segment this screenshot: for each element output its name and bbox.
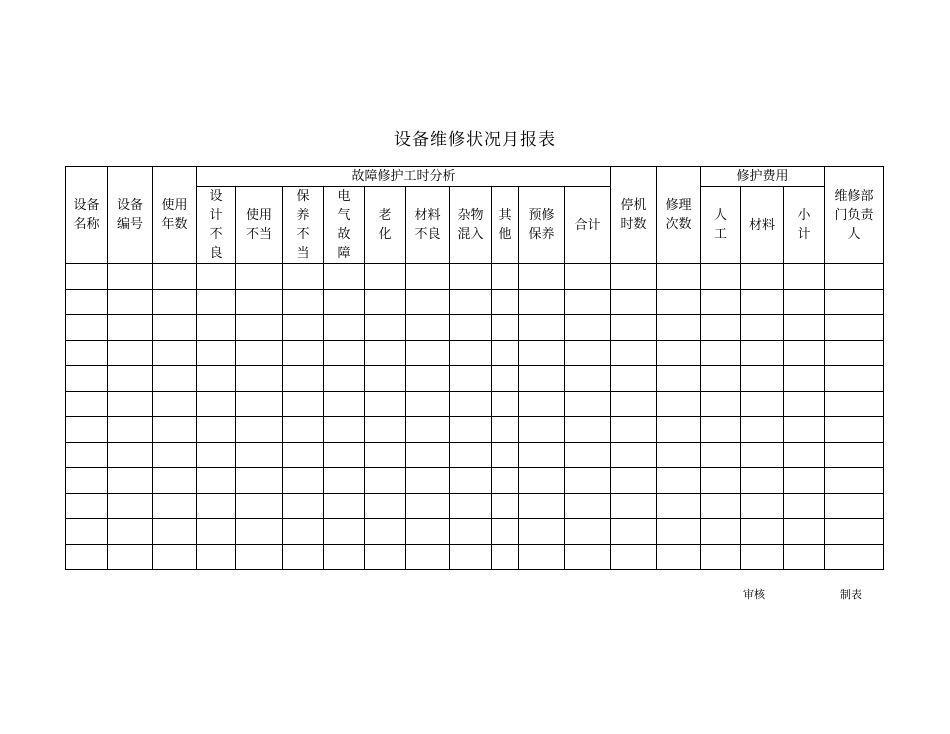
table-cell[interactable] (197, 519, 236, 545)
table-cell[interactable] (153, 519, 197, 545)
table-row (66, 519, 884, 545)
table-cell[interactable] (365, 289, 406, 315)
table-cell[interactable] (324, 544, 365, 570)
table-cell[interactable] (197, 315, 236, 341)
table-cell[interactable] (450, 493, 492, 519)
table-cell[interactable] (406, 493, 450, 519)
table-cell[interactable] (406, 264, 450, 290)
table-cell[interactable] (450, 468, 492, 494)
table-cell[interactable] (365, 468, 406, 494)
table-cell[interactable] (450, 340, 492, 366)
table-cell[interactable] (611, 289, 657, 315)
table-cell[interactable] (701, 442, 741, 468)
table-cell[interactable] (283, 544, 324, 570)
table-row (66, 468, 884, 494)
table-cell[interactable] (611, 264, 657, 290)
table-cell[interactable] (324, 417, 365, 443)
table-cell[interactable] (784, 315, 825, 341)
table-cell[interactable] (450, 544, 492, 570)
table-cell[interactable] (519, 442, 565, 468)
header-repair-count: 修理 次数 (657, 167, 701, 264)
table-cell[interactable] (324, 366, 365, 392)
table-cell[interactable] (236, 391, 283, 417)
header-device-name: 设备 名称 (66, 167, 108, 264)
table-row (66, 340, 884, 366)
table-cell[interactable] (565, 544, 611, 570)
table-cell[interactable] (492, 417, 519, 443)
table-cell[interactable] (365, 442, 406, 468)
header-cost-group: 修护费用 (701, 167, 825, 187)
table-cell[interactable] (197, 493, 236, 519)
header-preventive-maintenance: 预修 保养 (519, 187, 565, 264)
table-cell[interactable] (450, 289, 492, 315)
table-cell[interactable] (657, 289, 701, 315)
table-cell[interactable] (236, 442, 283, 468)
table-cell[interactable] (825, 493, 884, 519)
table-cell[interactable] (153, 315, 197, 341)
table-cell[interactable] (153, 442, 197, 468)
table-cell[interactable] (108, 468, 153, 494)
header-materials: 材料 (741, 187, 784, 264)
table-row (66, 391, 884, 417)
table-cell[interactable] (365, 391, 406, 417)
table-cell[interactable] (657, 493, 701, 519)
table-cell[interactable] (565, 519, 611, 545)
table-cell[interactable] (741, 315, 784, 341)
table-cell[interactable] (450, 519, 492, 545)
table-cell[interactable] (492, 315, 519, 341)
table-cell[interactable] (657, 519, 701, 545)
table-cell[interactable] (565, 366, 611, 392)
table-cell[interactable] (365, 417, 406, 443)
table-cell[interactable] (657, 391, 701, 417)
header-labor: 人 工 (701, 187, 741, 264)
table-cell[interactable] (565, 391, 611, 417)
table-cell[interactable] (66, 442, 108, 468)
table-cell[interactable] (784, 493, 825, 519)
table-cell[interactable] (519, 519, 565, 545)
table-cell[interactable] (197, 544, 236, 570)
table-cell[interactable] (66, 417, 108, 443)
table-cell[interactable] (324, 442, 365, 468)
table-cell[interactable] (365, 519, 406, 545)
table-cell[interactable] (108, 340, 153, 366)
table-cell[interactable] (741, 417, 784, 443)
table-cell[interactable] (611, 493, 657, 519)
table-row (66, 493, 884, 519)
table-cell[interactable] (108, 417, 153, 443)
table-cell[interactable] (108, 366, 153, 392)
table-cell[interactable] (450, 391, 492, 417)
review-label: 审核 (743, 588, 765, 601)
table-cell[interactable] (611, 391, 657, 417)
table-cell[interactable] (197, 340, 236, 366)
table-cell[interactable] (236, 315, 283, 341)
table-cell[interactable] (108, 289, 153, 315)
table-cell[interactable] (450, 417, 492, 443)
table-cell[interactable] (324, 264, 365, 290)
table-cell[interactable] (492, 468, 519, 494)
table-cell[interactable] (784, 468, 825, 494)
table-cell[interactable] (283, 289, 324, 315)
table-cell[interactable] (492, 544, 519, 570)
maintenance-report-table (65, 166, 884, 570)
table-cell[interactable] (657, 442, 701, 468)
table-cell[interactable] (657, 264, 701, 290)
table-cell[interactable] (611, 366, 657, 392)
header-improper-use: 使用 不当 (236, 187, 283, 264)
table-cell[interactable] (741, 289, 784, 315)
table-cell[interactable] (825, 289, 884, 315)
table-cell[interactable] (519, 264, 565, 290)
table-cell[interactable] (611, 442, 657, 468)
table-cell[interactable] (153, 417, 197, 443)
table-cell[interactable] (108, 544, 153, 570)
table-cell[interactable] (492, 493, 519, 519)
table-cell[interactable] (450, 315, 492, 341)
header-dept-head: 维修部 门负责 人 (825, 167, 884, 264)
table-cell[interactable] (197, 391, 236, 417)
table-cell[interactable] (324, 519, 365, 545)
header-aging: 老 化 (365, 187, 406, 264)
table-cell[interactable] (741, 519, 784, 545)
table-cell[interactable] (492, 391, 519, 417)
table-cell[interactable] (406, 442, 450, 468)
table-cell[interactable] (153, 366, 197, 392)
table-cell[interactable] (492, 340, 519, 366)
table-cell[interactable] (701, 544, 741, 570)
table-cell[interactable] (701, 264, 741, 290)
table-cell[interactable] (236, 544, 283, 570)
header-other: 其 他 (492, 187, 519, 264)
table-cell[interactable] (406, 391, 450, 417)
table-row (66, 417, 884, 443)
table-cell[interactable] (283, 366, 324, 392)
table-cell[interactable] (108, 519, 153, 545)
table-cell[interactable] (784, 544, 825, 570)
table-cell[interactable] (701, 340, 741, 366)
table-cell[interactable] (406, 289, 450, 315)
table-cell[interactable] (283, 264, 324, 290)
table-cell[interactable] (66, 391, 108, 417)
table-cell[interactable] (741, 493, 784, 519)
table-cell[interactable] (825, 340, 884, 366)
table-cell[interactable] (406, 519, 450, 545)
table-cell[interactable] (565, 289, 611, 315)
table-cell[interactable] (825, 442, 884, 468)
table-cell[interactable] (701, 391, 741, 417)
table-cell[interactable] (519, 544, 565, 570)
table-cell[interactable] (701, 519, 741, 545)
table-cell[interactable] (565, 417, 611, 443)
table-cell[interactable] (108, 315, 153, 341)
table-cell[interactable] (236, 264, 283, 290)
table-cell[interactable] (324, 340, 365, 366)
table-cell[interactable] (108, 493, 153, 519)
table-cell[interactable] (825, 391, 884, 417)
table-row (66, 264, 884, 290)
table-cell[interactable] (784, 289, 825, 315)
table-cell[interactable] (283, 391, 324, 417)
table-cell[interactable] (236, 519, 283, 545)
table-cell[interactable] (519, 289, 565, 315)
header-row-1 (66, 167, 884, 187)
table-cell[interactable] (519, 340, 565, 366)
table-cell[interactable] (153, 391, 197, 417)
table-cell[interactable] (492, 264, 519, 290)
table-cell[interactable] (365, 493, 406, 519)
table-cell[interactable] (66, 366, 108, 392)
table-cell[interactable] (611, 340, 657, 366)
table-cell[interactable] (283, 340, 324, 366)
table-cell[interactable] (519, 366, 565, 392)
table-cell[interactable] (565, 442, 611, 468)
table-cell[interactable] (365, 366, 406, 392)
table-cell[interactable] (741, 340, 784, 366)
table-cell[interactable] (236, 366, 283, 392)
table-cell[interactable] (236, 340, 283, 366)
table-cell[interactable] (324, 468, 365, 494)
table-cell[interactable] (701, 417, 741, 443)
table-cell[interactable] (236, 493, 283, 519)
table-cell[interactable] (153, 468, 197, 494)
table-cell[interactable] (701, 366, 741, 392)
table-cell[interactable] (283, 519, 324, 545)
table-row (66, 366, 884, 392)
table-cell[interactable] (66, 289, 108, 315)
table-cell[interactable] (450, 264, 492, 290)
table-cell[interactable] (657, 315, 701, 341)
table-cell[interactable] (611, 315, 657, 341)
table-cell[interactable] (784, 442, 825, 468)
table-cell[interactable] (565, 315, 611, 341)
table-cell[interactable] (492, 442, 519, 468)
table-cell[interactable] (741, 391, 784, 417)
table-cell[interactable] (365, 544, 406, 570)
header-improper-maintenance: 保 养 不 当 (283, 187, 324, 264)
table-cell[interactable] (406, 340, 450, 366)
table-cell[interactable] (825, 315, 884, 341)
table-cell[interactable] (365, 264, 406, 290)
table-cell[interactable] (283, 417, 324, 443)
header-device-no: 设备 编号 (108, 167, 153, 264)
table-cell[interactable] (611, 544, 657, 570)
table-cell[interactable] (611, 468, 657, 494)
table-cell[interactable] (741, 442, 784, 468)
table-cell[interactable] (66, 519, 108, 545)
table-cell[interactable] (519, 391, 565, 417)
table-cell[interactable] (283, 468, 324, 494)
table-cell[interactable] (197, 417, 236, 443)
prepared-by-label: 制表 (840, 588, 862, 601)
table-cell[interactable] (784, 417, 825, 443)
table-cell[interactable] (153, 340, 197, 366)
table-cell[interactable] (66, 264, 108, 290)
table-cell[interactable] (784, 340, 825, 366)
table-cell[interactable] (197, 468, 236, 494)
table-cell[interactable] (236, 417, 283, 443)
table-cell[interactable] (66, 544, 108, 570)
table-cell[interactable] (519, 468, 565, 494)
table-cell[interactable] (657, 468, 701, 494)
table-cell[interactable] (565, 340, 611, 366)
header-cost-subtotal: 小 计 (784, 187, 825, 264)
header-material-defect: 材料 不良 (406, 187, 450, 264)
table-cell[interactable] (492, 519, 519, 545)
table-cell[interactable] (236, 289, 283, 315)
table-cell[interactable] (825, 264, 884, 290)
table-cell[interactable] (153, 264, 197, 290)
table-cell[interactable] (153, 493, 197, 519)
table-cell[interactable] (283, 493, 324, 519)
table-cell[interactable] (406, 366, 450, 392)
table-cell[interactable] (565, 468, 611, 494)
table-cell[interactable] (741, 264, 784, 290)
table-cell[interactable] (450, 442, 492, 468)
table-cell[interactable] (66, 340, 108, 366)
table-cell[interactable] (197, 264, 236, 290)
table-cell[interactable] (784, 366, 825, 392)
table-cell[interactable] (406, 544, 450, 570)
table-cell[interactable] (657, 417, 701, 443)
table-row (66, 315, 884, 341)
table-cell[interactable] (108, 391, 153, 417)
table-cell[interactable] (108, 442, 153, 468)
table-row (66, 289, 884, 315)
table-cell[interactable] (825, 366, 884, 392)
table-cell[interactable] (406, 468, 450, 494)
table-cell[interactable] (701, 493, 741, 519)
table-row (66, 544, 884, 570)
table-cell[interactable] (741, 366, 784, 392)
table-cell[interactable] (108, 264, 153, 290)
table-cell[interactable] (784, 264, 825, 290)
table-cell[interactable] (611, 417, 657, 443)
table-cell[interactable] (492, 366, 519, 392)
header-service-years: 使用 年数 (153, 167, 197, 264)
table-cell[interactable] (197, 442, 236, 468)
table-cell[interactable] (153, 544, 197, 570)
table-cell[interactable] (324, 315, 365, 341)
table-cell[interactable] (406, 315, 450, 341)
table-cell[interactable] (519, 417, 565, 443)
table-row (66, 442, 884, 468)
header-foreign-matter: 杂物 混入 (450, 187, 492, 264)
table-cell[interactable] (701, 315, 741, 341)
table-cell[interactable] (236, 468, 283, 494)
table-cell[interactable] (701, 468, 741, 494)
table-cell[interactable] (66, 493, 108, 519)
table-cell[interactable] (365, 315, 406, 341)
table-cell[interactable] (406, 417, 450, 443)
table-cell[interactable] (657, 366, 701, 392)
table-cell[interactable] (66, 315, 108, 341)
table-cell[interactable] (611, 519, 657, 545)
table-cell[interactable] (365, 340, 406, 366)
table-cell[interactable] (519, 315, 565, 341)
header-design-defect: 设 计 不 良 (197, 187, 236, 264)
table-cell[interactable] (741, 468, 784, 494)
table-cell[interactable] (657, 340, 701, 366)
table-cell[interactable] (565, 493, 611, 519)
table-cell[interactable] (492, 289, 519, 315)
table-cell[interactable] (825, 544, 884, 570)
table-cell[interactable] (784, 519, 825, 545)
report-title: 设备维修状况月报表 (394, 130, 556, 150)
table-cell[interactable] (66, 468, 108, 494)
table-cell[interactable] (825, 468, 884, 494)
table-cell[interactable] (565, 264, 611, 290)
table-cell[interactable] (450, 366, 492, 392)
table-cell[interactable] (784, 391, 825, 417)
table-cell[interactable] (825, 417, 884, 443)
table-cell[interactable] (283, 315, 324, 341)
table-cell[interactable] (701, 289, 741, 315)
header-electrical-fault: 电 气 故 障 (324, 187, 365, 264)
table-cell[interactable] (324, 289, 365, 315)
table-cell[interactable] (519, 493, 565, 519)
table-cell[interactable] (324, 493, 365, 519)
header-subtotal-hours: 合计 (565, 187, 611, 264)
table-cell[interactable] (153, 289, 197, 315)
table-cell[interactable] (657, 544, 701, 570)
table-cell[interactable] (197, 289, 236, 315)
table-cell[interactable] (197, 366, 236, 392)
table-cell[interactable] (324, 391, 365, 417)
header-downtime-hours: 停机 时数 (611, 167, 657, 264)
header-fault-group: 故障修护工时分析 (197, 167, 611, 187)
table-cell[interactable] (283, 442, 324, 468)
table-cell[interactable] (825, 519, 884, 545)
table-cell[interactable] (741, 544, 784, 570)
